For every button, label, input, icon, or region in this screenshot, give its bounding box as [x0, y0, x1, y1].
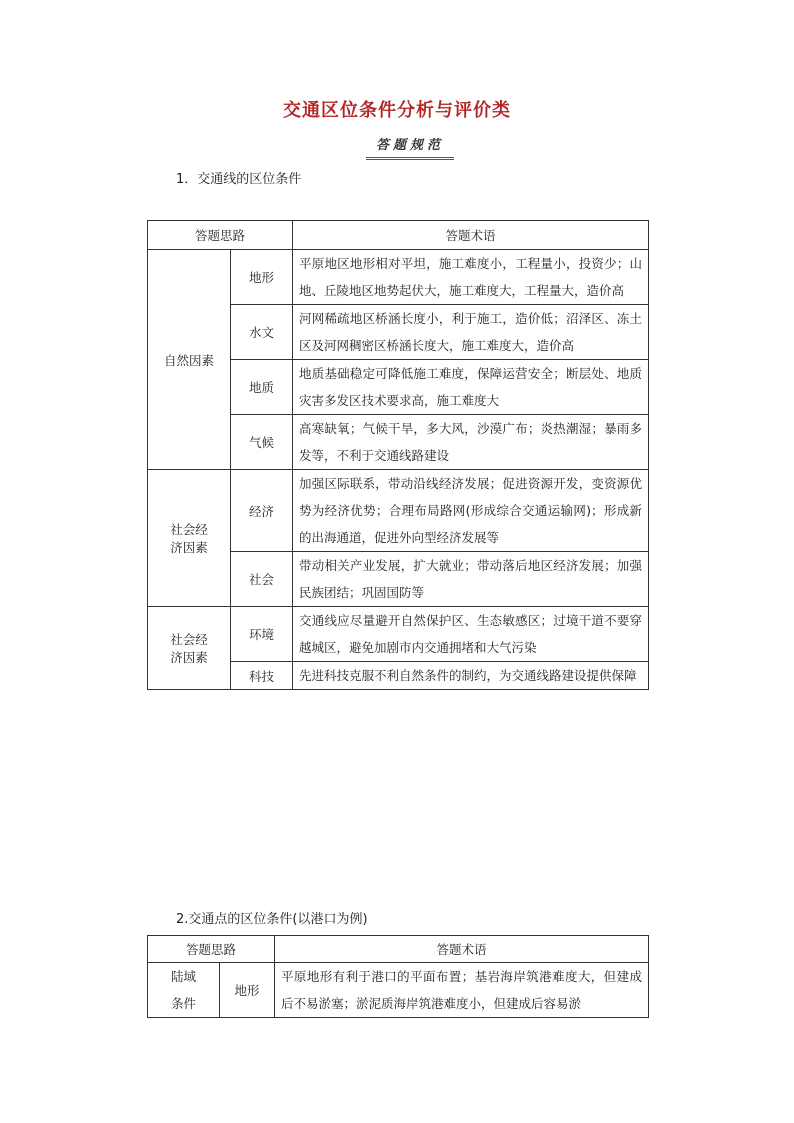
table-row [148, 963, 649, 1018]
port-location-table [147, 935, 649, 1018]
header-cell-approach: 答题思路 [148, 221, 293, 250]
header-cell-terms: 答题术语 [275, 936, 649, 963]
sub-factor-cell: 地形 [220, 963, 275, 1018]
factor-cell: 社会经济因素 [148, 607, 231, 690]
header-cell-terms: 答题术语 [293, 221, 649, 250]
sub-factor-cell: 地质 [231, 360, 293, 415]
term-cell: 交通线应尽量避开自然保护区、生态敏感区；过境干道不要穿越城区，避免加剧市内交通拥堵和大气污染 [293, 607, 649, 662]
sub-factor-cell: 水文 [231, 305, 293, 360]
term-cell: 平原地形有利于港口的平面布置；基岩海岸筑港难度大，但建成后不易淤塞；淤泥质海岸筑港难度小，但建成后容易淤 [275, 963, 649, 1018]
factor-cell: 自然因素 [148, 250, 231, 470]
sub-factor-cell: 科技 [231, 662, 293, 690]
page-title: 交通区位条件分析与评价类 [283, 100, 511, 121]
term-cell: 河网稀疏地区桥涵长度小，利于施工，造价低；沼泽区、冻土区及河网稠密区桥涵长度大，施工难度大，造价高 [293, 305, 649, 360]
term-cell: 加强区际联系，带动沿线经济发展；促进资源开发，变资源优势为经济优势；合理布局路网(形成综合交通运输网)；形成新的出海通道，促进外向型经济发展等 [293, 470, 649, 552]
section2-heading: 2.交通点的区位条件(以港口为例) [176, 912, 368, 927]
term-cell: 先进科技克服不利自然条件的制约，为交通线路建设提供保障 [293, 662, 649, 690]
table-row [148, 470, 649, 552]
transport-line-table [147, 220, 649, 690]
sub-factor-cell: 经济 [231, 470, 293, 552]
sub-factor-cell: 环境 [231, 607, 293, 662]
sub-factor-cell: 社会 [231, 552, 293, 607]
term-cell: 高寒缺氧；气候干旱，多大风，沙漠广布；炎热潮湿；暴雨多发等，不利于交通线路建设 [293, 415, 649, 470]
section-badge: 答题规范 [366, 134, 454, 160]
sub-factor-cell: 地形 [231, 250, 293, 305]
term-cell: 平原地区地形相对平坦，施工难度小，工程量小，投资少；山地、丘陵地区地势起伏大，施工难度大，工程量大，造价高 [293, 250, 649, 305]
term-cell: 带动相关产业发展，扩大就业；带动落后地区经济发展；加强民族团结；巩固国防等 [293, 552, 649, 607]
table-header-row [148, 221, 649, 250]
table-row [148, 607, 649, 662]
section1-heading: 1．交通线的区位条件 [176, 172, 302, 187]
factor-cell: 社会经济因素 [148, 470, 231, 607]
header-cell-approach: 答题思路 [148, 936, 275, 963]
sub-factor-cell: 气候 [231, 415, 293, 470]
term-cell: 地质基础稳定可降低施工难度，保障运营安全；断层处、地质灾害多发区技术要求高，施工难度大 [293, 360, 649, 415]
table-header-row [148, 936, 649, 963]
table-row [148, 250, 649, 305]
factor-cell: 陆域条件 [148, 963, 220, 1018]
